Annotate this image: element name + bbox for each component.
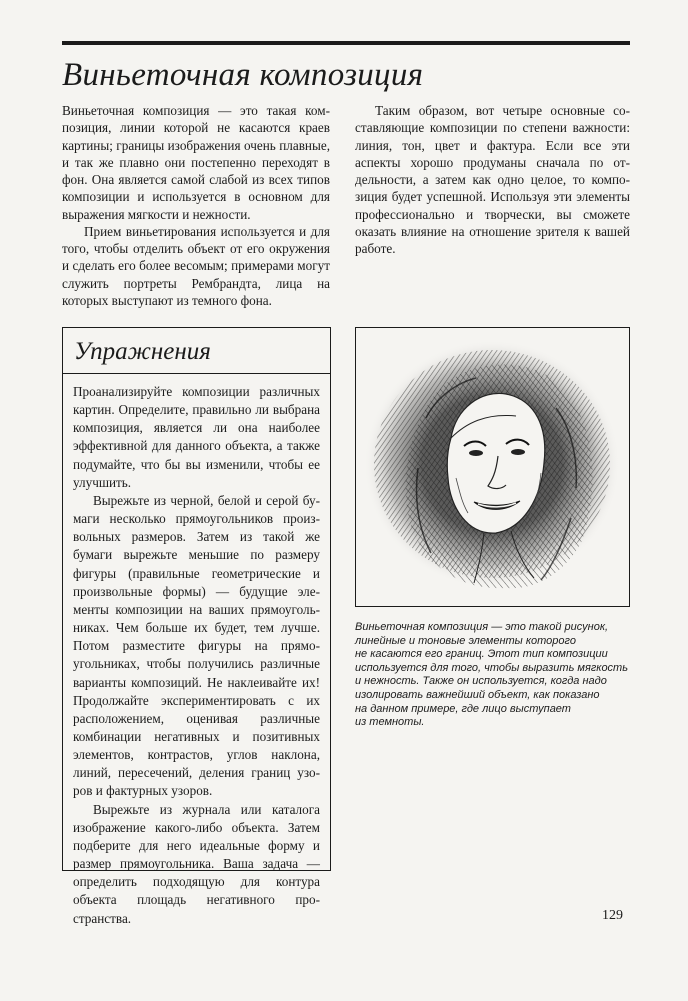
paragraph: Таким образом, вот четыре основные составляющие композиции по степени важности: линия, тон, цвет и фактура. Если все эти аспекты хорошо продуманы сначала по отдельности, а затем как одно целое, то композиция будет успешной. Используя эти элементы профессионально и творчески, вы сможете оказать влияние на отношение зрителя к вашей работе. — [355, 103, 630, 256]
section-title: Виньеточная композиция — [62, 57, 424, 93]
exercise-paragraph: Вырежьте из журнала или каталога изображение какого-либо объекта. Затем подберите для него идеальные форму и размер прямоугольника. Ваша задача — определить подходящую для контура объекта площадь негативного пространства. — [73, 801, 320, 926]
figure-caption — [355, 621, 630, 730]
caption-line: Виньеточная композиция — это такой рисунок, — [355, 621, 609, 633]
exercises-body — [73, 383, 320, 928]
exercises-heading: Упражнения — [63, 328, 330, 374]
caption-line: изолировать важнейший объект, как показано — [355, 688, 600, 701]
exercise-paragraph: Проанализируйте композиции различных картин. Определите, правильно ли выбрана композиция, является ли она наиболее эффективной для данного объекта, а также подумайте, что бы вы изменили, чтобы ее улучшить. — [73, 384, 320, 490]
paragraph: Прием виньетирования используется и для того, чтобы отделить объект от его окружения и сделать его более весомым; примерами могут служить портреты Рембрандта, лица на которых выступают из темного фона. — [62, 223, 330, 308]
caption-line: на данном примере, где лицо выступает — [355, 702, 571, 715]
caption-line: не касаются его границ. Этот тип композиции — [355, 648, 608, 661]
paragraph: Виньеточная композиция — это такая композиция, линии которой не касаются краев картины; границы изображения очень плавные, и так же плавно они постепенно переходят в фон. Она является самой слабой из всех типов композиции и используется в основном для выражения мягкости и нежности. — [62, 103, 330, 222]
vignette-portrait-illustration — [356, 328, 628, 605]
caption-line: используется для того, чтобы выразить мягкость — [355, 661, 629, 674]
caption-line: и нежность. Также он используется, когда надо — [355, 675, 607, 688]
figure-frame — [355, 327, 630, 607]
caption-line: из темноты. — [355, 716, 425, 729]
right-text-column — [355, 102, 630, 257]
exercises-box — [62, 327, 331, 926]
left-text-column — [62, 102, 330, 309]
exercise-paragraph: Вырежьте из черной, белой и серой бумаги несколько прямоугольников произвольных размеров. Затем из такой же бумаги вырежьте меньшие по размеру фигуры (правильные геометрические и произвольные формы) — будущие элементы композиции на ваших прямоугольниках. Чем больше их будет, тем лучше. Потом разместите фигуры на прямоугольниках, чтобы получились различные варианты композиций. Не наклеивайте их! Продолжайте экспериментировать с их расположением, оценивая различные комбинации негативных и позитивных элементов, контрастов, углов наклона, линий, пересечений, деления границ узоров и фактурных узоров. — [73, 492, 320, 799]
caption-line: линейные и тоновые элементы которого — [355, 634, 576, 647]
page-number: 129 — [602, 908, 623, 923]
top-rule — [62, 41, 630, 45]
